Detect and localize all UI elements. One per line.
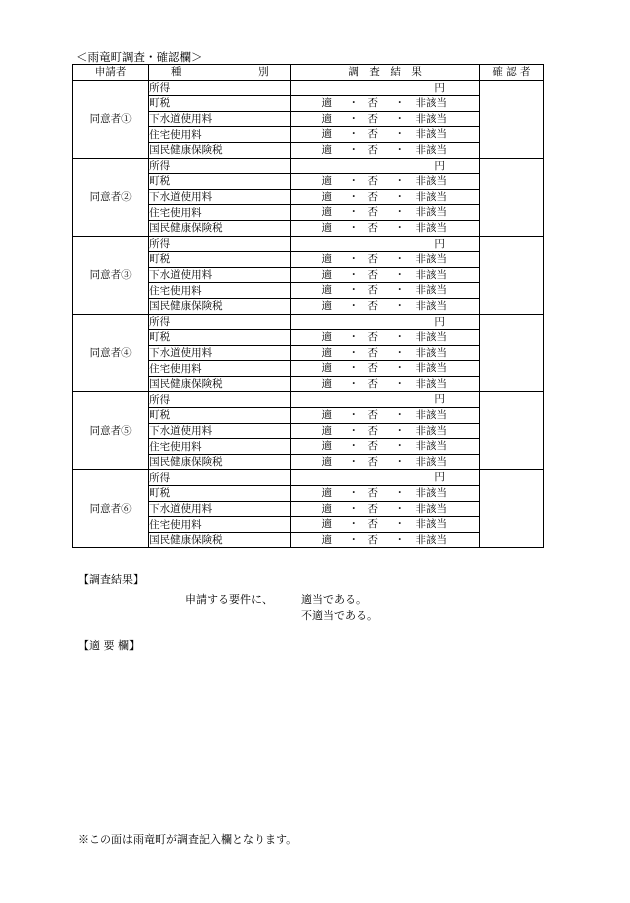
result-cell[interactable] xyxy=(291,392,479,408)
confirmer-cell[interactable] xyxy=(479,80,543,158)
result-cell[interactable] xyxy=(291,220,479,236)
result-cell[interactable] xyxy=(291,252,479,268)
table-row xyxy=(73,470,544,486)
option-ng[interactable]: 否 xyxy=(367,206,378,219)
option-ng[interactable]: 否 xyxy=(367,284,378,297)
survey-table xyxy=(72,64,544,548)
option-ng[interactable]: 否 xyxy=(367,299,378,312)
remarks-heading: 【適 要 欄】 xyxy=(78,639,140,652)
option-ng[interactable]: 否 xyxy=(367,440,378,453)
option-na[interactable]: 非該当 xyxy=(415,533,447,546)
result-cell[interactable] xyxy=(291,283,479,299)
type-cell: 町税 xyxy=(149,96,291,112)
separator-dot: ・ xyxy=(394,190,405,203)
result-option-ng[interactable]: 不適当である。 xyxy=(301,609,378,622)
separator-dot: ・ xyxy=(348,502,359,515)
separator-dot: ・ xyxy=(348,206,359,219)
header-confirm: 確 認 者 xyxy=(479,65,543,81)
applicant-cell: 同意者④ xyxy=(73,314,149,392)
separator-dot: ・ xyxy=(348,409,359,422)
separator-dot: ・ xyxy=(348,299,359,312)
result-cell[interactable] xyxy=(291,298,479,314)
separator-dot: ・ xyxy=(348,518,359,531)
option-ok[interactable]: 適 xyxy=(321,284,332,297)
yen-unit: 円 xyxy=(434,237,445,250)
result-cell[interactable] xyxy=(291,189,479,205)
separator-dot: ・ xyxy=(394,268,405,281)
result-cell[interactable] xyxy=(291,205,479,221)
applicant-cell: 同意者② xyxy=(73,158,149,236)
separator-dot: ・ xyxy=(348,97,359,110)
type-cell: 国民健康保険税 xyxy=(149,298,291,314)
table-row xyxy=(73,236,544,252)
header-type-b: 別 xyxy=(258,66,269,79)
separator-dot: ・ xyxy=(394,487,405,500)
table-header-row xyxy=(73,65,544,81)
type-cell: 所得 xyxy=(149,314,291,330)
result-cell[interactable] xyxy=(291,532,479,548)
result-cell[interactable] xyxy=(291,127,479,143)
separator-dot: ・ xyxy=(348,253,359,266)
confirmer-cell[interactable] xyxy=(479,314,543,392)
option-ok[interactable]: 適 xyxy=(321,346,332,359)
separator-dot: ・ xyxy=(348,284,359,297)
option-na[interactable]: 非該当 xyxy=(415,424,447,437)
type-cell: 町税 xyxy=(149,174,291,190)
confirmer-cell[interactable] xyxy=(479,392,543,470)
yen-unit: 円 xyxy=(434,393,445,406)
type-cell: 国民健康保険税 xyxy=(149,220,291,236)
separator-dot: ・ xyxy=(348,190,359,203)
separator-dot: ・ xyxy=(394,221,405,234)
option-ng[interactable]: 否 xyxy=(367,502,378,515)
separator-dot: ・ xyxy=(394,206,405,219)
option-na[interactable]: 非該当 xyxy=(415,346,447,359)
option-ok[interactable]: 適 xyxy=(321,533,332,546)
option-ok[interactable]: 適 xyxy=(321,487,332,500)
table-row xyxy=(73,80,544,96)
option-na[interactable]: 非該当 xyxy=(415,502,447,515)
option-na[interactable]: 非該当 xyxy=(415,362,447,375)
result-cell[interactable] xyxy=(291,174,479,190)
separator-dot: ・ xyxy=(348,377,359,390)
type-cell: 国民健康保険税 xyxy=(149,532,291,548)
table-row xyxy=(73,392,544,408)
table-row xyxy=(73,158,544,174)
separator-dot: ・ xyxy=(394,143,405,156)
option-ok[interactable]: 適 xyxy=(321,206,332,219)
option-ng[interactable]: 否 xyxy=(367,424,378,437)
applicant-cell: 同意者③ xyxy=(73,236,149,314)
type-cell: 所得 xyxy=(149,470,291,486)
type-cell: 町税 xyxy=(149,408,291,424)
result-cell[interactable] xyxy=(291,439,479,455)
separator-dot: ・ xyxy=(348,424,359,437)
result-cell[interactable] xyxy=(291,345,479,361)
result-cell[interactable] xyxy=(291,408,479,424)
option-na[interactable]: 非該当 xyxy=(415,331,447,344)
option-ok[interactable]: 適 xyxy=(321,253,332,266)
type-cell: 町税 xyxy=(149,486,291,502)
yen-unit: 円 xyxy=(434,81,445,94)
option-na[interactable]: 非該当 xyxy=(415,128,447,141)
option-ok[interactable]: 適 xyxy=(321,299,332,312)
option-ng[interactable]: 否 xyxy=(367,331,378,344)
yen-unit: 円 xyxy=(434,471,445,484)
confirmer-cell[interactable] xyxy=(479,158,543,236)
option-ok[interactable]: 適 xyxy=(321,362,332,375)
option-ng[interactable]: 否 xyxy=(367,253,378,266)
type-cell: 住宅使用料 xyxy=(149,439,291,455)
option-na[interactable]: 非該当 xyxy=(415,190,447,203)
option-na[interactable]: 非該当 xyxy=(415,221,447,234)
remarks-area[interactable] xyxy=(78,655,548,820)
separator-dot: ・ xyxy=(394,424,405,437)
separator-dot: ・ xyxy=(394,502,405,515)
option-ok[interactable]: 適 xyxy=(321,190,332,203)
option-ng[interactable]: 否 xyxy=(367,190,378,203)
option-na[interactable]: 非該当 xyxy=(415,409,447,422)
option-na[interactable]: 非該当 xyxy=(415,175,447,188)
separator-dot: ・ xyxy=(394,284,405,297)
option-ng[interactable]: 否 xyxy=(367,175,378,188)
type-cell: 住宅使用料 xyxy=(149,517,291,533)
separator-dot: ・ xyxy=(348,331,359,344)
option-ng[interactable]: 否 xyxy=(367,346,378,359)
option-ng[interactable]: 否 xyxy=(367,518,378,531)
option-na[interactable]: 非該当 xyxy=(415,487,447,500)
result-cell[interactable] xyxy=(291,330,479,346)
separator-dot: ・ xyxy=(348,533,359,546)
type-cell: 所得 xyxy=(149,236,291,252)
separator-dot: ・ xyxy=(394,409,405,422)
separator-dot: ・ xyxy=(394,518,405,531)
option-ng[interactable]: 否 xyxy=(367,455,378,468)
option-na[interactable]: 非該当 xyxy=(415,518,447,531)
option-ok[interactable]: 適 xyxy=(321,128,332,141)
type-cell: 所得 xyxy=(149,392,291,408)
type-cell: 下水道使用料 xyxy=(149,267,291,283)
type-cell: 住宅使用料 xyxy=(149,127,291,143)
option-ng[interactable]: 否 xyxy=(367,128,378,141)
table-row xyxy=(73,314,544,330)
type-cell: 下水道使用料 xyxy=(149,189,291,205)
confirmer-cell[interactable] xyxy=(479,236,543,314)
result-cell[interactable] xyxy=(291,267,479,283)
header-type-a: 種 xyxy=(170,66,182,79)
option-na[interactable]: 非該当 xyxy=(415,97,447,110)
type-cell: 町税 xyxy=(149,252,291,268)
separator-dot: ・ xyxy=(394,455,405,468)
separator-dot: ・ xyxy=(394,377,405,390)
separator-dot: ・ xyxy=(394,299,405,312)
form-title: ＜雨竜町調査・確認欄＞ xyxy=(76,50,203,64)
result-cell[interactable] xyxy=(291,158,479,174)
type-cell: 町税 xyxy=(149,330,291,346)
option-ng[interactable]: 否 xyxy=(367,268,378,281)
option-ok[interactable]: 適 xyxy=(321,268,332,281)
type-cell: 下水道使用料 xyxy=(149,111,291,127)
result-cell[interactable] xyxy=(291,501,479,517)
option-na[interactable]: 非該当 xyxy=(415,377,447,390)
confirmer-cell[interactable] xyxy=(479,470,543,548)
option-ng[interactable]: 否 xyxy=(367,221,378,234)
result-cell[interactable] xyxy=(291,376,479,392)
yen-unit: 円 xyxy=(434,315,445,328)
result-cell[interactable] xyxy=(291,80,479,96)
separator-dot: ・ xyxy=(394,112,405,125)
type-cell: 国民健康保険税 xyxy=(149,376,291,392)
result-cell[interactable] xyxy=(291,361,479,377)
result-cell[interactable] xyxy=(291,142,479,158)
survey-body xyxy=(73,80,544,548)
header-applicant: 申請者 xyxy=(73,65,149,81)
separator-dot: ・ xyxy=(348,455,359,468)
header-result: 調 査 結 果 xyxy=(291,65,479,81)
type-cell: 住宅使用料 xyxy=(149,361,291,377)
result-cell[interactable] xyxy=(291,111,479,127)
option-na[interactable]: 非該当 xyxy=(415,253,447,266)
separator-dot: ・ xyxy=(348,346,359,359)
option-ng[interactable]: 否 xyxy=(367,112,378,125)
option-ng[interactable]: 否 xyxy=(367,362,378,375)
applicant-cell: 同意者⑤ xyxy=(73,392,149,470)
header-type xyxy=(149,65,291,81)
yen-unit: 円 xyxy=(434,159,445,172)
option-ok[interactable]: 適 xyxy=(321,440,332,453)
result-cell[interactable] xyxy=(291,423,479,439)
result-cell[interactable] xyxy=(291,96,479,112)
separator-dot: ・ xyxy=(348,268,359,281)
option-ok[interactable]: 適 xyxy=(321,112,332,125)
option-ok[interactable]: 適 xyxy=(321,175,332,188)
applicant-cell: 同意者① xyxy=(73,80,149,158)
separator-dot: ・ xyxy=(394,440,405,453)
separator-dot: ・ xyxy=(348,487,359,500)
separator-dot: ・ xyxy=(394,346,405,359)
option-ng[interactable]: 否 xyxy=(367,377,378,390)
separator-dot: ・ xyxy=(394,253,405,266)
result-cell[interactable] xyxy=(291,454,479,470)
option-na[interactable]: 非該当 xyxy=(415,206,447,219)
type-cell: 下水道使用料 xyxy=(149,345,291,361)
footnote: ※この面は雨竜町が調査記入欄となります。 xyxy=(78,833,298,846)
option-na[interactable]: 非該当 xyxy=(415,143,447,156)
result-cell[interactable] xyxy=(291,236,479,252)
option-ng[interactable]: 否 xyxy=(367,97,378,110)
type-cell: 所得 xyxy=(149,80,291,96)
option-na[interactable]: 非該当 xyxy=(415,455,447,468)
separator-dot: ・ xyxy=(348,128,359,141)
option-ok[interactable]: 適 xyxy=(321,221,332,234)
type-cell: 下水道使用料 xyxy=(149,423,291,439)
option-na[interactable]: 非該当 xyxy=(415,440,447,453)
option-ok[interactable]: 適 xyxy=(321,502,332,515)
result-cell[interactable] xyxy=(291,517,479,533)
option-ok[interactable]: 適 xyxy=(321,377,332,390)
option-ng[interactable]: 否 xyxy=(367,409,378,422)
option-ng[interactable]: 否 xyxy=(367,487,378,500)
option-na[interactable]: 非該当 xyxy=(415,268,447,281)
type-cell: 国民健康保険税 xyxy=(149,454,291,470)
separator-dot: ・ xyxy=(394,331,405,344)
option-ok[interactable]: 適 xyxy=(321,143,332,156)
option-ok[interactable]: 適 xyxy=(321,331,332,344)
option-ng[interactable]: 否 xyxy=(367,143,378,156)
result-cell[interactable] xyxy=(291,314,479,330)
result-cell[interactable] xyxy=(291,486,479,502)
result-cell[interactable] xyxy=(291,470,479,486)
type-cell: 国民健康保険税 xyxy=(149,142,291,158)
separator-dot: ・ xyxy=(394,362,405,375)
result-lead: 申請する要件に、 xyxy=(185,593,273,606)
option-ok[interactable]: 適 xyxy=(321,518,332,531)
option-ng[interactable]: 否 xyxy=(367,533,378,546)
option-na[interactable]: 非該当 xyxy=(415,299,447,312)
type-cell: 住宅使用料 xyxy=(149,205,291,221)
option-ok[interactable]: 適 xyxy=(321,424,332,437)
result-option-ok[interactable]: 適当である。 xyxy=(301,593,367,606)
option-ok[interactable]: 適 xyxy=(321,409,332,422)
option-na[interactable]: 非該当 xyxy=(415,112,447,125)
separator-dot: ・ xyxy=(348,112,359,125)
separator-dot: ・ xyxy=(394,175,405,188)
separator-dot: ・ xyxy=(394,97,405,110)
separator-dot: ・ xyxy=(348,175,359,188)
type-cell: 下水道使用料 xyxy=(149,501,291,517)
type-cell: 住宅使用料 xyxy=(149,283,291,299)
separator-dot: ・ xyxy=(394,128,405,141)
separator-dot: ・ xyxy=(348,362,359,375)
option-na[interactable]: 非該当 xyxy=(415,284,447,297)
separator-dot: ・ xyxy=(348,440,359,453)
type-cell: 所得 xyxy=(149,158,291,174)
applicant-cell: 同意者⑥ xyxy=(73,470,149,548)
separator-dot: ・ xyxy=(348,143,359,156)
separator-dot: ・ xyxy=(394,533,405,546)
option-ok[interactable]: 適 xyxy=(321,455,332,468)
option-ok[interactable]: 適 xyxy=(321,97,332,110)
separator-dot: ・ xyxy=(348,221,359,234)
result-heading: 【調査結果】 xyxy=(78,573,144,586)
